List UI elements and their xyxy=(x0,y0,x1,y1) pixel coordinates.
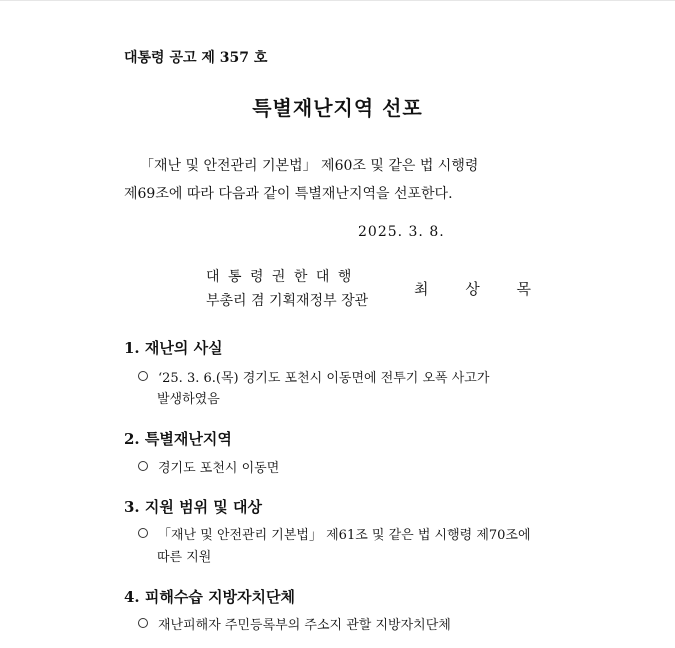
section-4-item-text: 재난피해자 주민등록부의 주소지 관할 지방자치단체 xyxy=(158,618,451,633)
signatory-title-line-1: 대 통 령 권 한 대 행 xyxy=(206,269,354,285)
section-2-item xyxy=(138,457,279,476)
notice-number: 대통령 공고 제 357 호 xyxy=(124,50,268,66)
section-4-item xyxy=(138,614,451,633)
top-border xyxy=(0,0,675,1)
section-2-item-text: 경기도 포천시 이동면 xyxy=(158,461,280,476)
section-heading-2: 2. 특별재난지역 xyxy=(124,430,232,448)
section-1-item-continuation: 발생하였음 xyxy=(157,392,220,407)
section-3-item-continuation: 따른 지원 xyxy=(157,550,212,565)
signatory-title-line-2: 부총리 겸 기획재정부 장관 xyxy=(206,293,369,309)
section-3-item-text: 「재난 및 안전관리 기본법」 제61조 및 같은 법 시행령 제70조에 xyxy=(158,528,531,543)
body-text-line-1: 「재난 및 안전관리 기본법」 제60조 및 같은 법 시행령 xyxy=(140,158,479,174)
circle-bullet-icon xyxy=(138,461,148,471)
circle-bullet-icon xyxy=(138,371,148,381)
body-text-line-2: 제69조에 따라 다음과 같이 특별재난지역을 선포한다. xyxy=(124,186,453,202)
section-1-item-text: ‘25. 3. 6.(목) 경기도 포천시 이동면에 전투기 오폭 사고가 xyxy=(158,371,490,386)
document-title: 특별재난지역 선포 xyxy=(252,96,423,120)
section-3-item xyxy=(138,524,531,543)
signatory-name: 최 상 목 xyxy=(414,280,548,298)
section-1-item xyxy=(138,367,489,386)
section-heading-3: 3. 지원 범위 및 대상 xyxy=(124,498,262,516)
section-heading-4: 4. 피해수습 지방자치단체 xyxy=(124,588,296,606)
circle-bullet-icon xyxy=(138,618,148,628)
issue-date: 2025. 3. 8. xyxy=(358,224,445,240)
circle-bullet-icon xyxy=(138,528,148,538)
section-heading-1: 1. 재난의 사실 xyxy=(124,339,223,357)
